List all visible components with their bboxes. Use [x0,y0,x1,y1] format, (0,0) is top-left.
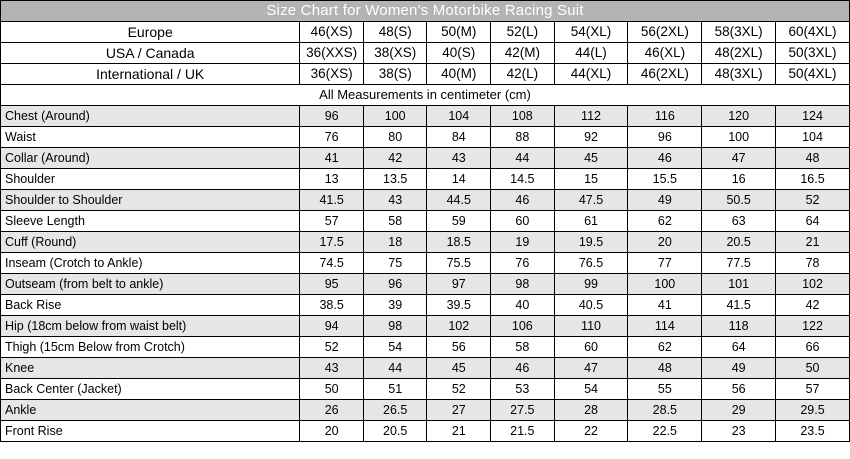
measurement-value: 18.5 [427,232,491,253]
measurement-value: 49 [628,190,702,211]
measurement-value: 104 [776,127,850,148]
size-usa-5: 46(XL) [628,43,702,64]
measurement-value: 108 [491,106,555,127]
measurement-value: 47.5 [554,190,628,211]
measurement-value: 19 [491,232,555,253]
measurement-value: 98 [491,274,555,295]
measurement-value: 102 [427,316,491,337]
measurement-label: Inseam (Crotch to Ankle) [1,253,300,274]
measurement-value: 102 [776,274,850,295]
measurement-value: 22.5 [628,421,702,442]
header-row-international-uk [1,64,850,85]
measurement-value: 88 [491,127,555,148]
measurement-value: 110 [554,316,628,337]
measurement-value: 22 [554,421,628,442]
measurement-value: 47 [702,148,776,169]
measurement-value: 19.5 [554,232,628,253]
measurement-value: 64 [776,211,850,232]
measurement-value: 46 [491,358,555,379]
measurement-label: Hip (18cm below from waist belt) [1,316,300,337]
measurement-note-row [1,85,850,106]
measurement-value: 75 [363,253,427,274]
measurement-value: 60 [554,337,628,358]
measurement-value: 21 [776,232,850,253]
measurement-value: 44.5 [427,190,491,211]
size-intl-7: 50(4XL) [776,64,850,85]
size-intl-2: 40(M) [427,64,491,85]
measurement-value: 46 [491,190,555,211]
measurement-value: 13.5 [363,169,427,190]
measurement-value: 122 [776,316,850,337]
measurement-value: 21 [427,421,491,442]
size-usa-2: 40(S) [427,43,491,64]
size-intl-1: 38(S) [363,64,427,85]
measurement-value: 100 [363,106,427,127]
measurement-value: 13 [300,169,364,190]
measurement-value: 95 [300,274,364,295]
measurement-value: 63 [702,211,776,232]
measurement-label: Thigh (15cm Below from Crotch) [1,337,300,358]
size-europe-7: 60(4XL) [776,22,850,43]
measurement-value: 59 [427,211,491,232]
size-chart-body [1,1,850,442]
table-row [1,253,850,274]
measurement-value: 112 [554,106,628,127]
table-row [1,400,850,421]
measurement-value: 28 [554,400,628,421]
size-usa-6: 48(2XL) [702,43,776,64]
measurement-label: Back Rise [1,295,300,316]
measurement-value: 48 [776,148,850,169]
size-usa-4: 44(L) [554,43,628,64]
size-usa-0: 36(XXS) [300,43,364,64]
measurement-value: 114 [628,316,702,337]
measurement-value: 23.5 [776,421,850,442]
size-europe-3: 52(L) [491,22,555,43]
table-row [1,211,850,232]
measurement-value: 94 [300,316,364,337]
measurement-note: All Measurements in centimeter (cm) [1,85,850,106]
measurement-value: 75.5 [427,253,491,274]
measurement-value: 43 [300,358,364,379]
measurement-value: 76 [300,127,364,148]
size-intl-5: 46(2XL) [628,64,702,85]
measurement-value: 26 [300,400,364,421]
table-row [1,358,850,379]
measurement-label: Ankle [1,400,300,421]
measurement-value: 41.5 [702,295,776,316]
measurement-value: 52 [776,190,850,211]
measurement-value: 49 [702,358,776,379]
size-intl-4: 44(XL) [554,64,628,85]
measurement-value: 42 [776,295,850,316]
measurement-value: 20.5 [702,232,776,253]
measurement-value: 48 [628,358,702,379]
measurement-value: 99 [554,274,628,295]
size-usa-3: 42(M) [491,43,555,64]
measurement-value: 50 [776,358,850,379]
measurement-value: 20 [300,421,364,442]
measurement-value: 18 [363,232,427,253]
size-europe-0: 46(XS) [300,22,364,43]
table-row [1,148,850,169]
measurement-value: 97 [427,274,491,295]
measurement-value: 54 [554,379,628,400]
measurement-value: 56 [427,337,491,358]
measurement-value: 77 [628,253,702,274]
measurement-value: 116 [628,106,702,127]
measurement-value: 66 [776,337,850,358]
title-row [1,1,850,22]
measurement-value: 78 [776,253,850,274]
measurement-value: 55 [628,379,702,400]
region-label-usa-canada: USA / Canada [1,43,300,64]
measurement-value: 44 [491,148,555,169]
measurement-value: 21.5 [491,421,555,442]
measurement-value: 118 [702,316,776,337]
measurement-value: 52 [300,337,364,358]
measurement-value: 41 [628,295,702,316]
table-row [1,379,850,400]
measurement-value: 40 [491,295,555,316]
measurement-value: 26.5 [363,400,427,421]
measurement-label: Outseam (from belt to ankle) [1,274,300,295]
table-row [1,190,850,211]
measurement-value: 92 [554,127,628,148]
measurement-label: Sleeve Length [1,211,300,232]
measurement-value: 51 [363,379,427,400]
measurement-value: 40.5 [554,295,628,316]
measurement-value: 43 [363,190,427,211]
table-row [1,316,850,337]
size-usa-7: 50(3XL) [776,43,850,64]
size-intl-0: 36(XS) [300,64,364,85]
measurement-value: 23 [702,421,776,442]
measurement-value: 47 [554,358,628,379]
measurement-value: 16.5 [776,169,850,190]
measurement-value: 101 [702,274,776,295]
measurement-label: Collar (Around) [1,148,300,169]
measurement-value: 39.5 [427,295,491,316]
measurement-value: 60 [491,211,555,232]
region-label-international-uk: International / UK [1,64,300,85]
table-row [1,421,850,442]
measurement-label: Waist [1,127,300,148]
header-row-europe [1,22,850,43]
measurement-value: 62 [628,211,702,232]
measurement-value: 39 [363,295,427,316]
size-europe-5: 56(2XL) [628,22,702,43]
measurement-value: 53 [491,379,555,400]
measurement-value: 57 [300,211,364,232]
measurement-value: 46 [628,148,702,169]
measurement-label: Front Rise [1,421,300,442]
measurement-value: 15 [554,169,628,190]
measurement-value: 14.5 [491,169,555,190]
size-europe-4: 54(XL) [554,22,628,43]
measurement-value: 27.5 [491,400,555,421]
measurement-label: Shoulder [1,169,300,190]
region-label-europe: Europe [1,22,300,43]
size-europe-6: 58(3XL) [702,22,776,43]
size-europe-2: 50(M) [427,22,491,43]
measurement-value: 56 [702,379,776,400]
measurement-value: 44 [363,358,427,379]
measurement-value: 76 [491,253,555,274]
table-row [1,106,850,127]
measurement-value: 100 [628,274,702,295]
measurement-value: 45 [554,148,628,169]
measurement-value: 84 [427,127,491,148]
size-europe-1: 48(S) [363,22,427,43]
measurement-value: 57 [776,379,850,400]
measurement-label: Cuff (Round) [1,232,300,253]
measurement-value: 50 [300,379,364,400]
measurement-value: 77.5 [702,253,776,274]
measurement-value: 16 [702,169,776,190]
measurement-value: 96 [628,127,702,148]
size-intl-6: 48(3XL) [702,64,776,85]
measurement-label: Back Center (Jacket) [1,379,300,400]
table-row [1,232,850,253]
measurement-value: 58 [363,211,427,232]
measurement-value: 27 [427,400,491,421]
size-intl-3: 42(L) [491,64,555,85]
measurement-label: Knee [1,358,300,379]
measurement-value: 98 [363,316,427,337]
page-title: Size Chart for Women's Motorbike Racing Suit [1,1,850,22]
size-usa-1: 38(XS) [363,43,427,64]
table-row [1,295,850,316]
measurement-value: 106 [491,316,555,337]
measurement-value: 41 [300,148,364,169]
measurement-value: 42 [363,148,427,169]
measurement-value: 104 [427,106,491,127]
measurement-value: 29.5 [776,400,850,421]
measurement-value: 38.5 [300,295,364,316]
measurement-value: 20.5 [363,421,427,442]
measurement-value: 54 [363,337,427,358]
measurement-value: 120 [702,106,776,127]
measurement-value: 15.5 [628,169,702,190]
measurement-value: 74.5 [300,253,364,274]
measurement-label: Shoulder to Shoulder [1,190,300,211]
measurement-value: 61 [554,211,628,232]
measurement-value: 28.5 [628,400,702,421]
table-row [1,337,850,358]
measurement-value: 14 [427,169,491,190]
measurement-value: 58 [491,337,555,358]
measurement-value: 124 [776,106,850,127]
measurement-value: 76.5 [554,253,628,274]
measurement-value: 41.5 [300,190,364,211]
table-row [1,169,850,190]
measurement-value: 80 [363,127,427,148]
measurement-label: Chest (Around) [1,106,300,127]
table-row [1,274,850,295]
measurement-value: 64 [702,337,776,358]
measurement-value: 52 [427,379,491,400]
measurement-value: 96 [300,106,364,127]
measurement-value: 96 [363,274,427,295]
measurement-value: 100 [702,127,776,148]
header-row-usa-canada [1,43,850,64]
measurement-value: 29 [702,400,776,421]
measurement-value: 45 [427,358,491,379]
measurement-value: 62 [628,337,702,358]
measurement-value: 43 [427,148,491,169]
measurement-value: 50.5 [702,190,776,211]
measurement-value: 20 [628,232,702,253]
measurement-value: 17.5 [300,232,364,253]
table-row [1,127,850,148]
